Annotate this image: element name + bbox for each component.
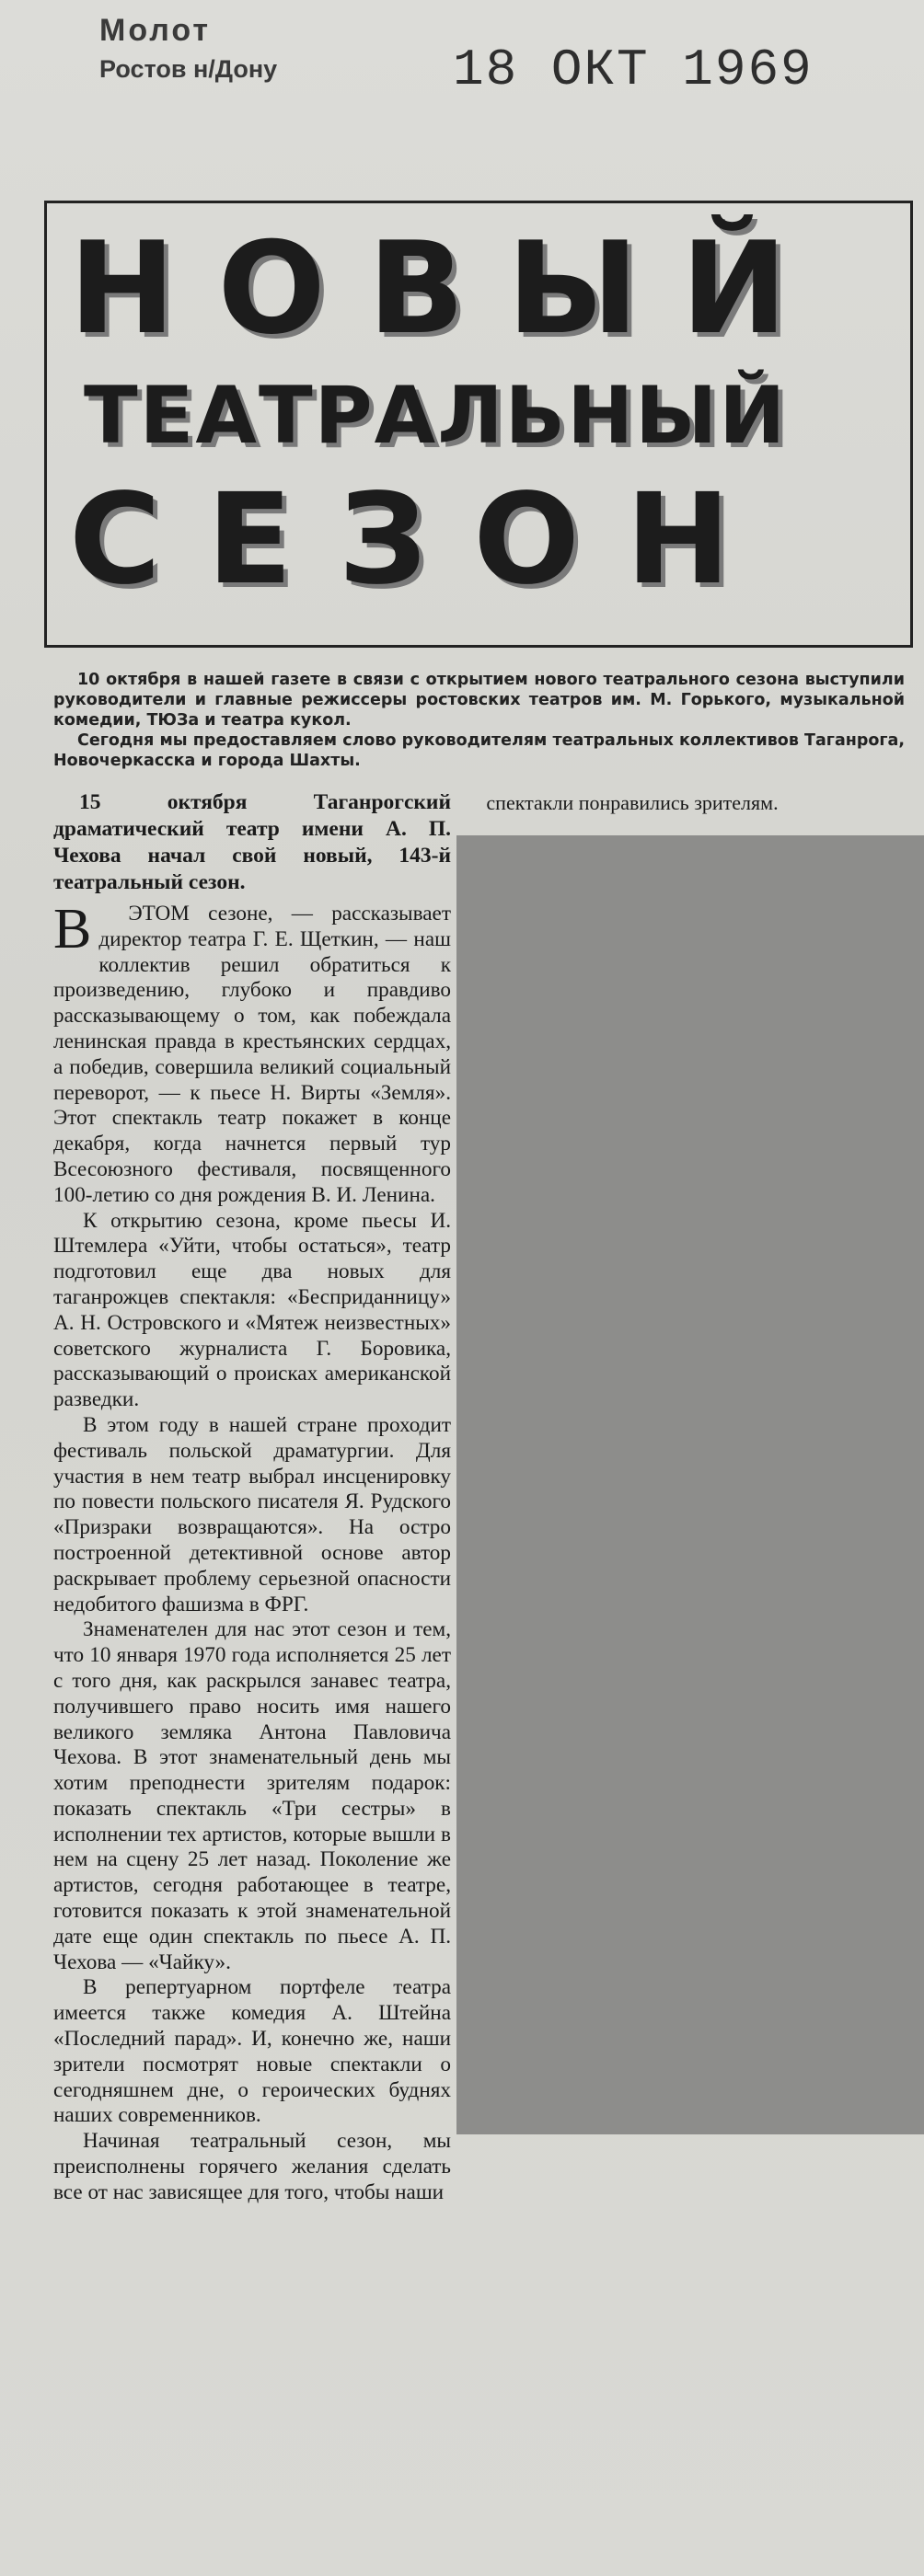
body-paragraph-3: В этом году в нашей стране проходит фестиваль польской драматургии. Для участия в нем театр выбрал инсценировку по повести польского писателя Я. Рудского «Призраки возвращаются». На остро построенной детективной основе автор раскрывает проблему серьезной опасности недобитого фашизма в ФРГ. <box>53 1412 451 1616</box>
headline-box <box>44 201 913 648</box>
body-paragraph-5: В репертуарном портфеле театра имеется также комедия А. Штейна «Последний парад». И, конечно же, наши зрители посмотрят новые спектакли о сегодняшнем дне, о героических буднях наших современников. <box>53 1975 451 2128</box>
date-stamp: 18 ОКТ 1969 <box>453 40 814 99</box>
body-paragraph-1-text: ЭТОМ сезоне, — рассказывает директор театра Г. Е. Щеткин, — наш коллектив решил обратиться к произведению, глубоко и правдиво рассказывающему о том, как побеждала ленинская правда в крестьянских сердцах, а победив, совершила великий социальный переворот, — к пьесе Н. Вирты «Земля». Этот спектакль театр покажет в конце декабря, когда начнется первый тур Всесоюзного фестиваля, посвященного 100-летию со дня рождения В. И. Ленина. <box>53 902 451 1207</box>
headline-line-1: НОВЫЙ <box>69 214 830 362</box>
intro-paragraph-2: Сегодня мы предоставляем слово руководителям театральных коллективов Таганрога, Новочеркасска и города Шахты. <box>53 731 905 770</box>
continued-text: спектакли понравились зрителям. <box>486 791 779 814</box>
body-paragraph-1 <box>53 898 451 1209</box>
body-paragraph-4: Знаменателен для нас этот сезон и тем, что 10 января 1970 года исполняется 25 лет с того дня, как раскрылся занавес театра, получившего право носить имя нашего великого земляка Антона Павловича Чехова. В этот знаменательный день мы хотим преподнести зрителям подарок: показать спектакль «Три сестры» в исполнении тех артистов, которые вышли в нем на сцену 25 лет назад. Поколение же артистов, сегодня работающее в театре, готовится показать к этой знаменательной дате еще один спектакль по пьесе А. П. Чехова — «Чайку». <box>53 1617 451 1974</box>
headline-line-3: СЕЗОН <box>69 467 777 613</box>
article-body <box>53 898 451 2206</box>
editorial-intro <box>53 670 905 771</box>
newspaper-name-stamp: Молот <box>99 13 211 48</box>
intro-paragraph-1: 10 октября в нашей газете в связи с открытием нового театрального сезона выступили руководители и главные режиссеры ростовских театров им. М. Горького, музыкальной комедии, ТЮЗа и театра кукол. <box>53 671 905 730</box>
photo-area <box>456 835 924 2134</box>
drop-cap: В <box>53 898 92 960</box>
body-paragraph-6: Начиная театральный сезон, мы преисполнены горячего желания сделать все от нас зависящее для того, чтобы наши <box>53 2129 451 2204</box>
newspaper-city-stamp: Ростов н/Дону <box>99 55 278 83</box>
headline-line-2: ТЕАТРАЛЬНЫЙ <box>84 370 788 462</box>
lead-paragraph: 15 октября Таганрогский драматический театр имени А. П. Чехова начал свой новый, 143-й театральный сезон. <box>53 790 451 894</box>
body-paragraph-2: К открытию сезона, кроме пьесы И. Штемлера «Уйти, чтобы остаться», театр подготовил еще два новых для таганрожцев спектакля: «Бесприданницу» А. Н. Островского и «Мятеж неизвестных» советского журналиста Г. Боровика, рассказывающий о происках американской разведки. <box>53 1208 451 1412</box>
